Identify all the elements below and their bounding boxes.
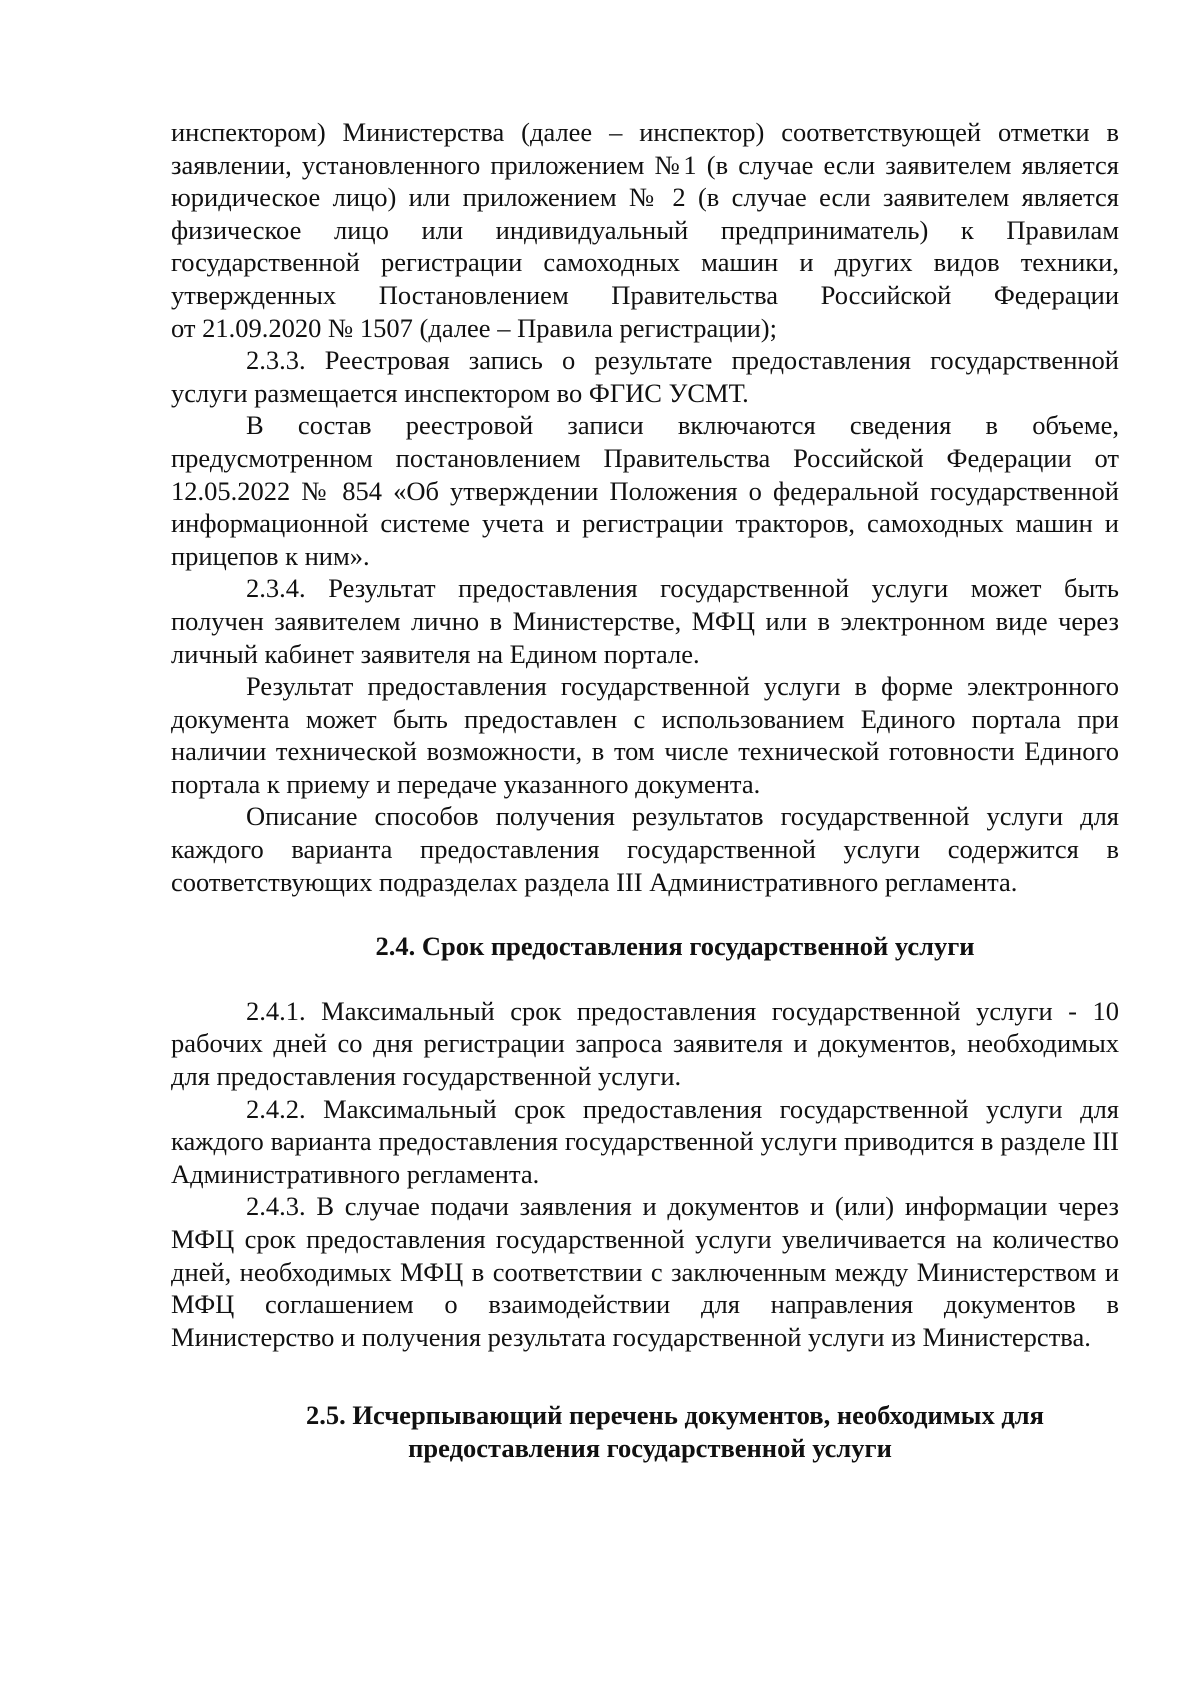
section-heading-2-5	[171, 1399, 1119, 1464]
paragraph-registry-record: В состав реестровой записи включаются сведения в объеме, предусмотренном постановлением Правительства Российской Федерации от 12.05.2022 № 854 «Об утверждении Положения о федеральной государственной информационной системе учета и регистрации тракторов, самоходных машин и прицепов к ним».	[171, 410, 1119, 571]
paragraph-electronic-result: Результат предоставления государственной услуги в форме электронного документа может быть предоставлен с использованием Единого портала при наличии технической возможности, в том числе технической готовности Единого портала к приему и передаче указанного документа.	[171, 671, 1119, 799]
paragraph-2-3-3: 2.3.3. Реестровая запись о результате предоставления государственной услуги размещается инспектором во ФГИС УСМТ.	[171, 345, 1119, 408]
section-heading-2-5-line1: 2.5. Исчерпывающий перечень документов, необходимых для	[306, 1400, 1044, 1431]
paragraph-2-3-4: 2.3.4. Результат предоставления государственной услуги может быть получен заявителем лично в Министерстве, МФЦ или в электронном виде через личный кабинет заявителя на Едином портале.	[171, 573, 1119, 669]
paragraph-2-4-1: 2.4.1. Максимальный срок предоставления государственной услуги - 10 рабочих дней со дня регистрации запроса заявителя и документов, необходимых для предоставления государственной услуги.	[171, 995, 1119, 1092]
document-body	[171, 116, 1119, 1465]
paragraph-registration-rules-date: от 21.09.2020 № 1507 (далее – Правила регистрации);	[171, 312, 777, 343]
section-heading-2-4: 2.4. Срок предоставления государственной услуги	[375, 931, 975, 962]
paragraph-2-4-3: 2.4.3. В случае подачи заявления и документов и (или) информации через МФЦ срок предоставления государственной услуги увеличивается на количество дней, необходимых МФЦ в соответствии с заключенным между Министерством и МФЦ соглашением о взаимодействии для направления документов в Министерство и получения результата государственной услуги из Министерства.	[171, 1191, 1119, 1352]
paragraph-registration-rules: инспектором) Министерства (далее – инспектор) соответствующей отметки в заявлении, установленного приложением №1 (в случае если заявителем является юридическое лицо) или приложением № 2 (в случае если заявителем является физическое лицо или индивидуальный предприниматель) к Правилам государственной регистрации самоходных машин и других видов техники, утвержденных Постановлением Правительства Российской Федерации	[171, 117, 1119, 310]
section-heading-2-5-line2: предоставления государственной услуги	[408, 1432, 892, 1463]
paragraph-2-4-2: 2.4.2. Максимальный срок предоставления государственной услуги для каждого варианта предоставления государственной услуги приводится в разделе III Административного регламента.	[171, 1093, 1119, 1189]
paragraph-result-methods: Описание способов получения результатов государственной услуги для каждого варианта предоставления государственной услуги содержится в соответствующих подразделах раздела III Административного регламента.	[171, 801, 1119, 897]
